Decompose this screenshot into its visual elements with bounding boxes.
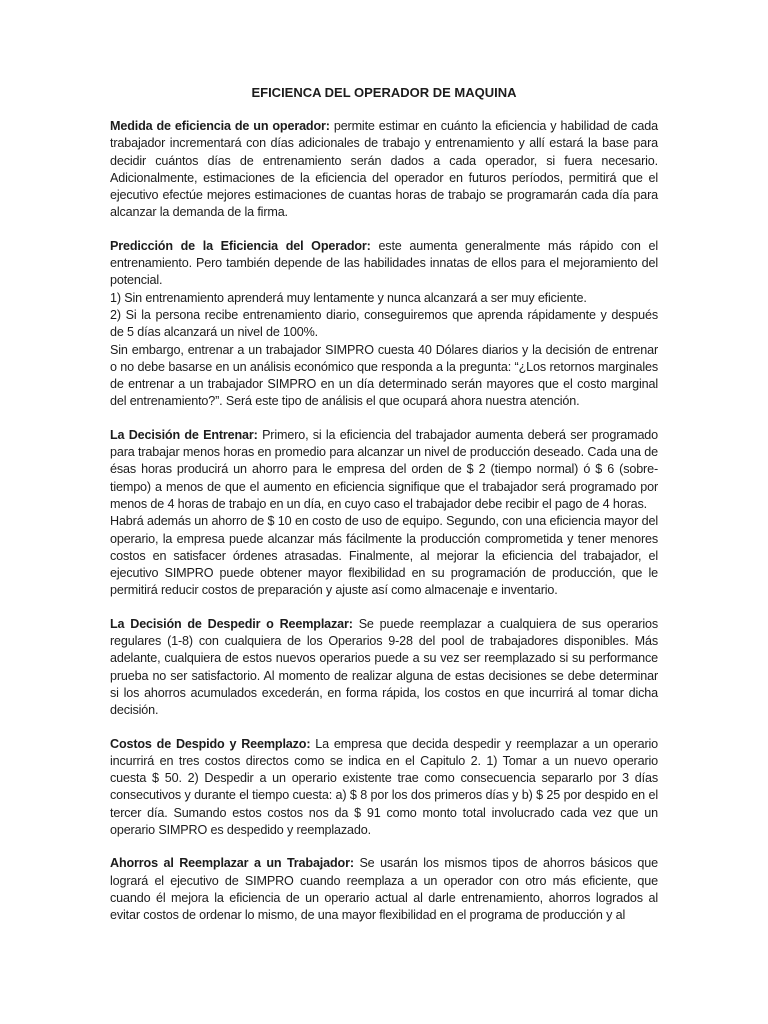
section-heading: Predicción de la Eficiencia del Operador: xyxy=(110,238,371,253)
paragraph: Habrá además un ahorro de $ 10 en costo de uso de equipo. Segundo, con una eficiencia mayor del operario, la empresa puede alcanzar más fácilmente la producción comprometida y tener menores costos en satisfacer órdenes atrasadas. Finalmente, al mejorar la eficiencia del trabajador, el ejecutivo SIMPRO puede obtener mayor flexibilidad en su programación de producción, que le permitirá reducir costos de preparación y ajuste así como almacenaje e inventario. xyxy=(110,514,658,598)
paragraph xyxy=(110,736,658,840)
section-heading: Medida de eficiencia de un operador: xyxy=(110,119,330,133)
paragraph-text: Primero, si la eficiencia del trabajador aumenta deberá ser programado para trabajar menos horas en promedio para alcanzar un nivel de producción deseado. Cada una de ésas horas producirá un ahorro para le empresa del orden de $ 2 (tiempo normal) ó $ 6 (sobre-tiempo) a menos de que el aumento en eficiencia signifique que el trabajador será programado por menos de 4 horas de trabajo en un día, en cuyo caso el trabajador debe recibir el pago de 4 horas. xyxy=(110,427,659,511)
paragraph-text: Se usarán los mismos tipos de ahorros básicos que logrará el ejecutivo de SIMPRO cuando reemplaza a un operador con otro más eficiente, que cuando él mejora la eficiencia de un operario actual al darle entrenamiento, ahorros logrados al evitar costos de ordenar lo mismo, de una mayor flexibilidad en el programa de producción y al xyxy=(110,856,658,923)
section-heading: La Decisión de Despedir o Reemplazar: xyxy=(110,616,353,631)
paragraph xyxy=(110,427,658,513)
paragraph xyxy=(110,616,658,720)
section-efficiency-prediction xyxy=(110,238,658,411)
section-training-decision xyxy=(110,427,658,600)
section-dismiss-replace-decision xyxy=(110,616,658,720)
paragraph-text: La empresa que decida despedir y reemplazar a un operario incurrirá en tres costos directos como se indica en el Capitulo 2. 1) Tomar a un nuevo operario cuesta $ 50. 2) Despedir a un operario existente trae como consecuencia separarlo por 3 días consecutivos y durante el tiempo cuesta: a) $ 8 por los dos primeros días y b) $ 25 por despido en el tercer día. Sumando estos costos nos da $ 91 como monto total involucrado cada vez que un operario SIMPRO es despedido y reemplazado. xyxy=(110,736,658,837)
paragraph: Sin embargo, entrenar a un trabajador SIMPRO cuesta 40 Dólares diarios y la decisión de entrenar o no debe basarse en un análisis económico que responda a la pregunta: “¿Los retornos marginales de entrenar a un trabajador SIMPRO en un día determinado serán mayores que el costo marginal del entrenamiento?”. Será este tipo de análisis el que ocupará ahora nuestra atención. xyxy=(110,342,658,409)
paragraph-text: Se puede reemplazar a cualquiera de sus operarios regulares (1-8) con cualquiera de los Operarios 9-28 del pool de trabajadores disponibles. Más adelante, cualquiera de estos nuevos operarios puede a su vez ser reemplazado si su performance prueba no ser satisfactorio. Al momento de realizar alguna de estas decisiones se debe determinar si los ahorros acumulados excederán, en forma rápida, los costos en que incurrirá al tomar dicha decisión. xyxy=(110,616,658,718)
paragraph: 1) Sin entrenamiento aprenderá muy lentamente y nunca alcanzará a ser muy eficiente. xyxy=(110,290,587,305)
document-title: EFICIENCA DEL OPERADOR DE MAQUINA xyxy=(251,85,517,100)
paragraph-text: permite estimar en cuánto la eficiencia y habilidad de cada trabajador incrementará con días adicionales de trabajo y entrenamiento y allí estará la base para decidir cuántos días de entrenamiento serán dados a cada operador, si fuera necesario. Adicionalmente, estimaciones de la eficiencia del operador en futuros períodos, permitirá que el ejecutivo efectúe mejores estimaciones de cuantas horas de trabajo se programarán cada día para alcanzar la demanda de la firma. xyxy=(110,119,658,220)
section-heading: Ahorros al Reemplazar a un Trabajador: xyxy=(110,856,354,871)
paragraph: 2) Si la persona recibe entrenamiento diario, conseguiremos que aprenda rápidamente y después de 5 días alcanzará un nivel de 100%. xyxy=(110,307,658,340)
section-heading: Costos de Despido y Reemplazo: xyxy=(110,736,311,751)
paragraph-text: este aumenta generalmente más rápido con el entrenamiento. Pero también depende de las habilidades innatas de ellos para el mejoramiento del potencial. xyxy=(110,238,658,288)
paragraph xyxy=(110,118,658,222)
section-heading: La Decisión de Entrenar: xyxy=(110,427,258,442)
section-efficiency-measure xyxy=(110,118,658,222)
paragraph xyxy=(110,855,658,924)
document-body xyxy=(110,118,658,940)
paragraph xyxy=(110,238,658,290)
section-dismissal-costs xyxy=(110,736,658,840)
section-replacement-savings xyxy=(110,855,658,924)
